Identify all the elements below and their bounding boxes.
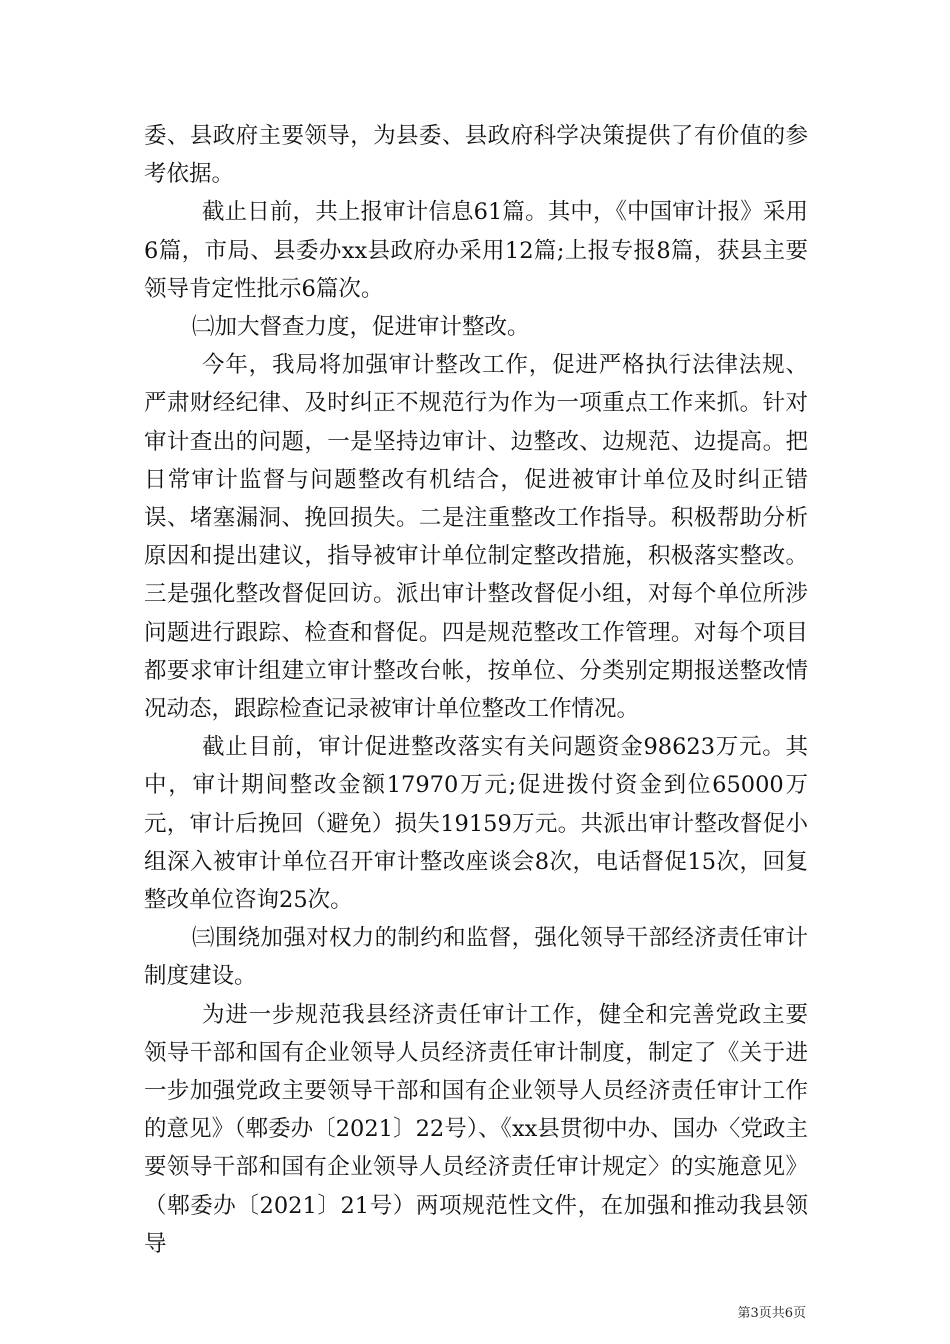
paragraph-rectification-funds: 截止目前，审计促进整改落实有关问题资金98623万元。其中，审计期间整改金额17970万元;促进拨付资金到位65000万元，审计后挽回（避免）损失19159万元。共派出审计整改督促小组深入被审计单位召开审计整改座谈会8次，电话督促15次，回复整改单位咨询25次。 xyxy=(144,734,808,914)
paragraph-continuation: 委、县政府主要领导，为县委、县政府科学决策提供了有价值的参考依据。 xyxy=(144,123,808,188)
section-heading-economic-responsibility: ㈢围绕加强对权力的制约和监督，强化领导干部经济责任审计制度建设。 xyxy=(144,925,808,990)
section-heading-rectification: ㈡加大督查力度，促进审计整改。 xyxy=(192,314,530,341)
paragraph-audit-info: 截止日前，共上报审计信息61篇。其中，《中国审计报》采用6篇，市局、县委办xx县政府办采用12篇;上报专报8篇，获县主要领导肯定性批示6篇次。 xyxy=(144,199,808,302)
page-number: 第3页共6页 xyxy=(737,1306,806,1321)
paragraph-economic-responsibility: 为进一步规范我县经济责任审计工作，健全和完善党政主要领导干部和国有企业领导人员经济责任审计制度，制定了《关于进一步加强党政主要领导干部和国有企业领导人员经济责任审计工作的意见》（郫委办〔2021〕22号）、《xx县贯彻中办、国办〈党政主要领导干部和国有企业领导人员经济责任审计规定〉的实施意见》（郫委办〔2021〕21号）两项规范性文件，在加强和推动我县领导 xyxy=(144,1001,808,1257)
paragraph-rectification-work: 今年，我局将加强审计整改工作，促进严格执行法律法规、严肃财经纪律、及时纠正不规范行为作为一项重点工作来抓。针对审计查出的问题，一是坚持边审计、边整改、边规范、边提高。把日常审计监督与问题整改有机结合，促进被审计单位及时纠正错误、堵塞漏洞、挽回损失。二是注重整改工作指导。积极帮助分析原因和提出建议，指导被审计单位制定整改措施，积极落实整改。三是强化整改督促回访。派出审计整改督促小组，对每个单位所涉问题进行跟踪、检查和督促。四是规范整改工作管理。对每个项目都要求审计组建立审计整改台帐，按单位、分类别定期报送整改情况动态，跟踪检查记录被审计单位整改工作情况。 xyxy=(144,352,808,723)
document-body xyxy=(144,117,808,1263)
